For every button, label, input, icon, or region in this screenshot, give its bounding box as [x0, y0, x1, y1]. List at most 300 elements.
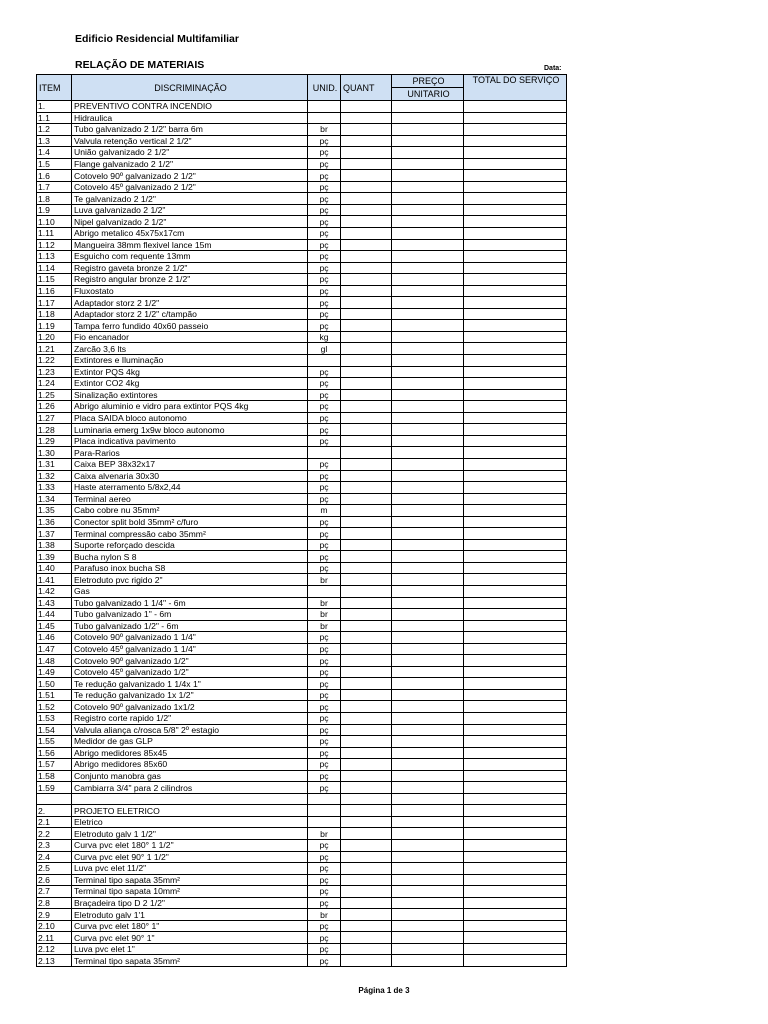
item-cell: 1.15	[37, 274, 72, 286]
description-cell: Tubo galvanizado 1" - 6m	[72, 609, 308, 621]
total-cell	[464, 458, 567, 470]
total-cell	[464, 701, 567, 713]
description-cell: Extintor CO2 4kg	[72, 378, 308, 390]
item-cell: 2.1	[37, 816, 72, 828]
unit-cell: pç	[308, 632, 341, 644]
description-cell: PROJETO ELETRICO	[72, 805, 308, 817]
unit-price-cell	[392, 551, 464, 563]
quantity-cell	[341, 412, 392, 424]
unit-cell: pç	[308, 228, 341, 240]
unit-price-cell	[392, 297, 464, 309]
table-row	[37, 770, 567, 782]
quantity-cell	[341, 516, 392, 528]
unit-cell: br	[308, 609, 341, 621]
total-cell	[464, 620, 567, 632]
table-row	[37, 793, 567, 805]
table-row	[37, 840, 567, 852]
item-cell: 1.46	[37, 632, 72, 644]
total-cell	[464, 135, 567, 147]
item-cell: 1.51	[37, 689, 72, 701]
unit-cell: pç	[308, 770, 341, 782]
description-cell: Eletroduto galv 1 1/2"	[72, 828, 308, 840]
unit-cell: br	[308, 909, 341, 921]
description-cell: Fluxostato	[72, 285, 308, 297]
total-cell	[464, 412, 567, 424]
unit-price-cell	[392, 251, 464, 263]
quantity-cell	[341, 135, 392, 147]
quantity-cell	[341, 655, 392, 667]
total-cell	[464, 736, 567, 748]
quantity-cell	[341, 747, 392, 759]
table-row	[37, 736, 567, 748]
quantity-cell	[341, 447, 392, 459]
table-row	[37, 158, 567, 170]
total-cell	[464, 274, 567, 286]
table-row	[37, 458, 567, 470]
unit-cell: pç	[308, 401, 341, 413]
description-cell: Registro corte rapido 1/2"	[72, 712, 308, 724]
unit-cell: pç	[308, 435, 341, 447]
description-cell: Suporte reforçado descida	[72, 539, 308, 551]
total-cell	[464, 597, 567, 609]
unit-cell: br	[308, 828, 341, 840]
total-cell	[464, 551, 567, 563]
total-cell	[464, 585, 567, 597]
table-row	[37, 851, 567, 863]
quantity-cell	[341, 909, 392, 921]
column-header-price-sub: UNITARIO	[392, 88, 464, 101]
table-row	[37, 216, 567, 228]
item-cell: 1.32	[37, 470, 72, 482]
unit-cell: pç	[308, 297, 341, 309]
quantity-cell	[341, 251, 392, 263]
unit-cell: pç	[308, 458, 341, 470]
total-cell	[464, 747, 567, 759]
unit-price-cell	[392, 909, 464, 921]
item-cell: 2.11	[37, 932, 72, 944]
unit-price-cell	[392, 170, 464, 182]
description-cell: Adaptador storz 2 1/2" c/tampão	[72, 308, 308, 320]
table-row	[37, 585, 567, 597]
table-row	[37, 193, 567, 205]
description-cell: Flange galvanizado 2 1/2"	[72, 158, 308, 170]
unit-cell: pç	[308, 562, 341, 574]
description-cell: Cotovelo 45º galvanizado 2 1/2"	[72, 181, 308, 193]
unit-cell: pç	[308, 678, 341, 690]
description-cell: Curva pvc elet 90° 1 1/2"	[72, 851, 308, 863]
unit-price-cell	[392, 620, 464, 632]
total-cell	[464, 678, 567, 690]
description-cell: Esguicho com requente 13mm	[72, 251, 308, 263]
item-cell: 1.41	[37, 574, 72, 586]
quantity-cell	[341, 112, 392, 124]
unit-cell: pç	[308, 378, 341, 390]
item-cell: 1.17	[37, 297, 72, 309]
table-row	[37, 932, 567, 944]
total-cell	[464, 562, 567, 574]
table-row	[37, 620, 567, 632]
quantity-cell	[341, 262, 392, 274]
table-header	[37, 75, 567, 101]
quantity-cell	[341, 793, 392, 805]
table-row	[37, 666, 567, 678]
item-cell: 1.39	[37, 551, 72, 563]
table-row	[37, 516, 567, 528]
quantity-cell	[341, 574, 392, 586]
column-header-description: DISCRIMINAÇÃO	[72, 75, 308, 101]
unit-cell: pç	[308, 897, 341, 909]
table-row	[37, 609, 567, 621]
total-cell	[464, 516, 567, 528]
unit-price-cell	[392, 331, 464, 343]
quantity-cell	[341, 124, 392, 136]
description-cell: Placa SAIDA bloco autonomo	[72, 412, 308, 424]
table-row	[37, 712, 567, 724]
total-cell	[464, 435, 567, 447]
item-cell: 2.10	[37, 920, 72, 932]
table-row	[37, 401, 567, 413]
description-cell: Caixa alvenaria 30x30	[72, 470, 308, 482]
description-cell: Luva pvc elet 1"	[72, 943, 308, 955]
description-cell: Braçadeira tipo D 2 1/2"	[72, 897, 308, 909]
quantity-cell	[341, 736, 392, 748]
unit-cell: pç	[308, 539, 341, 551]
description-cell: Te redução galvanizado 1 1/4x 1"	[72, 678, 308, 690]
item-cell: 1.29	[37, 435, 72, 447]
description-cell: Cotovelo 90º galvanizado 1/2"	[72, 655, 308, 667]
total-cell	[464, 759, 567, 771]
quantity-cell	[341, 181, 392, 193]
unit-price-cell	[392, 632, 464, 644]
total-cell	[464, 643, 567, 655]
item-cell: 2.12	[37, 943, 72, 955]
unit-cell: pç	[308, 747, 341, 759]
unit-cell	[308, 816, 341, 828]
unit-price-cell	[392, 863, 464, 875]
unit-cell: br	[308, 597, 341, 609]
item-cell: 1.59	[37, 782, 72, 794]
item-cell: 1.22	[37, 355, 72, 367]
item-cell: 1.56	[37, 747, 72, 759]
date-label: Data:	[544, 65, 562, 72]
unit-price-cell	[392, 505, 464, 517]
table-row	[37, 886, 567, 898]
description-cell: Valvula retenção vertical 2 1/2"	[72, 135, 308, 147]
table-row	[37, 805, 567, 817]
unit-price-cell	[392, 528, 464, 540]
description-cell: Conjunto manobra gas	[72, 770, 308, 782]
table-row	[37, 274, 567, 286]
description-cell: Nipel galvanizado 2 1/2"	[72, 216, 308, 228]
item-cell: 2.3	[37, 840, 72, 852]
unit-cell	[308, 112, 341, 124]
unit-cell: pç	[308, 736, 341, 748]
item-cell: 1.45	[37, 620, 72, 632]
table-row	[37, 101, 567, 113]
unit-cell: kg	[308, 331, 341, 343]
quantity-cell	[341, 216, 392, 228]
table-row	[37, 285, 567, 297]
quantity-cell	[341, 666, 392, 678]
unit-price-cell	[392, 920, 464, 932]
table-row	[37, 493, 567, 505]
quantity-cell	[341, 401, 392, 413]
table-row	[37, 366, 567, 378]
total-cell	[464, 355, 567, 367]
item-cell: 1.23	[37, 366, 72, 378]
total-cell	[464, 251, 567, 263]
unit-price-cell	[392, 782, 464, 794]
description-cell: União galvanizado 2 1/2"	[72, 147, 308, 159]
quantity-cell	[341, 897, 392, 909]
item-cell: 2.13	[37, 955, 72, 967]
quantity-cell	[341, 920, 392, 932]
table-row	[37, 759, 567, 771]
item-cell: 1.12	[37, 239, 72, 251]
unit-price-cell	[392, 228, 464, 240]
table-row	[37, 874, 567, 886]
unit-cell: pç	[308, 932, 341, 944]
unit-price-cell	[392, 389, 464, 401]
quantity-cell	[341, 863, 392, 875]
item-cell: 1.3	[37, 135, 72, 147]
quantity-cell	[341, 320, 392, 332]
unit-cell: pç	[308, 955, 341, 967]
total-cell	[464, 932, 567, 944]
table-row	[37, 689, 567, 701]
total-cell	[464, 851, 567, 863]
unit-cell: pç	[308, 666, 341, 678]
table-row	[37, 331, 567, 343]
table-row	[37, 655, 567, 667]
item-cell: 1.13	[37, 251, 72, 263]
table-row	[37, 251, 567, 263]
total-cell	[464, 181, 567, 193]
quantity-cell	[341, 482, 392, 494]
table-row	[37, 643, 567, 655]
total-cell	[464, 147, 567, 159]
unit-price-cell	[392, 759, 464, 771]
unit-cell: pç	[308, 308, 341, 320]
quantity-cell	[341, 816, 392, 828]
quantity-cell	[341, 378, 392, 390]
table-row	[37, 539, 567, 551]
unit-cell: pç	[308, 193, 341, 205]
quantity-cell	[341, 435, 392, 447]
item-cell: 1.40	[37, 562, 72, 574]
description-cell: Extintores e Iluminação	[72, 355, 308, 367]
page-number: Página 1 de 3	[358, 986, 410, 995]
table-row	[37, 297, 567, 309]
unit-cell: pç	[308, 886, 341, 898]
unit-price-cell	[392, 666, 464, 678]
table-row	[37, 239, 567, 251]
item-cell: 2.	[37, 805, 72, 817]
unit-price-cell	[392, 378, 464, 390]
column-header-quantity: QUANT	[341, 75, 392, 101]
table-row	[37, 181, 567, 193]
item-cell: 1.28	[37, 424, 72, 436]
quantity-cell	[341, 886, 392, 898]
unit-price-cell	[392, 886, 464, 898]
item-cell: 1.7	[37, 181, 72, 193]
unit-cell: pç	[308, 366, 341, 378]
item-cell: 1.	[37, 101, 72, 113]
item-cell: 1.34	[37, 493, 72, 505]
quantity-cell	[341, 170, 392, 182]
table-row	[37, 574, 567, 586]
unit-cell: pç	[308, 943, 341, 955]
description-cell: Extintor PQS 4kg	[72, 366, 308, 378]
table-row	[37, 562, 567, 574]
unit-price-cell	[392, 736, 464, 748]
description-cell: Registro angular bronze 2 1/2"	[72, 274, 308, 286]
item-cell: 1.48	[37, 655, 72, 667]
unit-price-cell	[392, 435, 464, 447]
unit-price-cell	[392, 897, 464, 909]
quantity-cell	[341, 228, 392, 240]
total-cell	[464, 955, 567, 967]
unit-price-cell	[392, 355, 464, 367]
total-cell	[464, 204, 567, 216]
unit-price-cell	[392, 216, 464, 228]
table-row	[37, 909, 567, 921]
item-cell: 1.9	[37, 204, 72, 216]
unit-price-cell	[392, 701, 464, 713]
unit-price-cell	[392, 793, 464, 805]
description-cell: Placa indicativa pavimento	[72, 435, 308, 447]
description-cell: Eletroduto galv 1'1	[72, 909, 308, 921]
description-cell: Caixa BEP 38x32x17	[72, 458, 308, 470]
item-cell: 2.5	[37, 863, 72, 875]
total-cell	[464, 816, 567, 828]
unit-price-cell	[392, 932, 464, 944]
table-row	[37, 435, 567, 447]
table-row	[37, 632, 567, 644]
table-row	[37, 597, 567, 609]
description-cell: Hidraulica	[72, 112, 308, 124]
total-cell	[464, 378, 567, 390]
table-row	[37, 378, 567, 390]
quantity-cell	[341, 840, 392, 852]
unit-price-cell	[392, 562, 464, 574]
total-cell	[464, 886, 567, 898]
total-cell	[464, 689, 567, 701]
item-cell: 2.7	[37, 886, 72, 898]
table-row	[37, 355, 567, 367]
description-cell: Mangueira 38mm flexivel lance 15m	[72, 239, 308, 251]
item-cell: 1.42	[37, 585, 72, 597]
unit-cell: pç	[308, 655, 341, 667]
description-cell: Curva pvc elet 180° 1"	[72, 920, 308, 932]
description-cell: Cotovelo 90º galvanizado 2 1/2"	[72, 170, 308, 182]
unit-price-cell	[392, 239, 464, 251]
quantity-cell	[341, 424, 392, 436]
description-cell: Cabo cobre nu 35mm²	[72, 505, 308, 517]
item-cell: 1.38	[37, 539, 72, 551]
unit-price-cell	[392, 851, 464, 863]
quantity-cell	[341, 193, 392, 205]
unit-price-cell	[392, 412, 464, 424]
description-cell: Tubo galvanizado 1 1/4" - 6m	[72, 597, 308, 609]
total-cell	[464, 343, 567, 355]
table-row	[37, 147, 567, 159]
unit-cell: pç	[308, 262, 341, 274]
description-cell: Zarcão 3,6 lts	[72, 343, 308, 355]
quantity-cell	[341, 389, 392, 401]
quantity-cell	[341, 678, 392, 690]
item-cell: 1.57	[37, 759, 72, 771]
unit-price-cell	[392, 320, 464, 332]
item-cell: 1.44	[37, 609, 72, 621]
item-cell: 1.1	[37, 112, 72, 124]
total-cell	[464, 943, 567, 955]
table-row	[37, 551, 567, 563]
quantity-cell	[341, 331, 392, 343]
quantity-cell	[341, 609, 392, 621]
unit-cell	[308, 355, 341, 367]
unit-cell: pç	[308, 412, 341, 424]
table-row	[37, 678, 567, 690]
table-row	[37, 204, 567, 216]
total-cell	[464, 262, 567, 274]
total-cell	[464, 447, 567, 459]
quantity-cell	[341, 505, 392, 517]
total-cell	[464, 828, 567, 840]
unit-cell: pç	[308, 158, 341, 170]
item-cell: 1.36	[37, 516, 72, 528]
unit-cell	[308, 447, 341, 459]
quantity-cell	[341, 874, 392, 886]
quantity-cell	[341, 597, 392, 609]
quantity-cell	[341, 493, 392, 505]
total-cell	[464, 124, 567, 136]
unit-cell: pç	[308, 759, 341, 771]
unit-cell: pç	[308, 320, 341, 332]
quantity-cell	[341, 585, 392, 597]
table-row	[37, 897, 567, 909]
total-cell	[464, 724, 567, 736]
item-cell: 1.30	[37, 447, 72, 459]
quantity-cell	[341, 551, 392, 563]
quantity-cell	[341, 943, 392, 955]
total-cell	[464, 897, 567, 909]
total-cell	[464, 331, 567, 343]
item-cell: 2.9	[37, 909, 72, 921]
unit-cell: pç	[308, 528, 341, 540]
unit-price-cell	[392, 458, 464, 470]
materials-table	[36, 74, 567, 967]
total-cell	[464, 655, 567, 667]
unit-price-cell	[392, 308, 464, 320]
item-cell: 1.16	[37, 285, 72, 297]
description-cell: Bucha nylon S 8	[72, 551, 308, 563]
item-cell: 1.53	[37, 712, 72, 724]
item-cell: 1.26	[37, 401, 72, 413]
unit-price-cell	[392, 470, 464, 482]
unit-price-cell	[392, 712, 464, 724]
total-cell	[464, 505, 567, 517]
total-cell	[464, 228, 567, 240]
total-cell	[464, 297, 567, 309]
unit-cell: pç	[308, 389, 341, 401]
table-row	[37, 228, 567, 240]
total-cell	[464, 920, 567, 932]
unit-cell: pç	[308, 147, 341, 159]
unit-price-cell	[392, 147, 464, 159]
unit-cell: pç	[308, 712, 341, 724]
table-row	[37, 135, 567, 147]
